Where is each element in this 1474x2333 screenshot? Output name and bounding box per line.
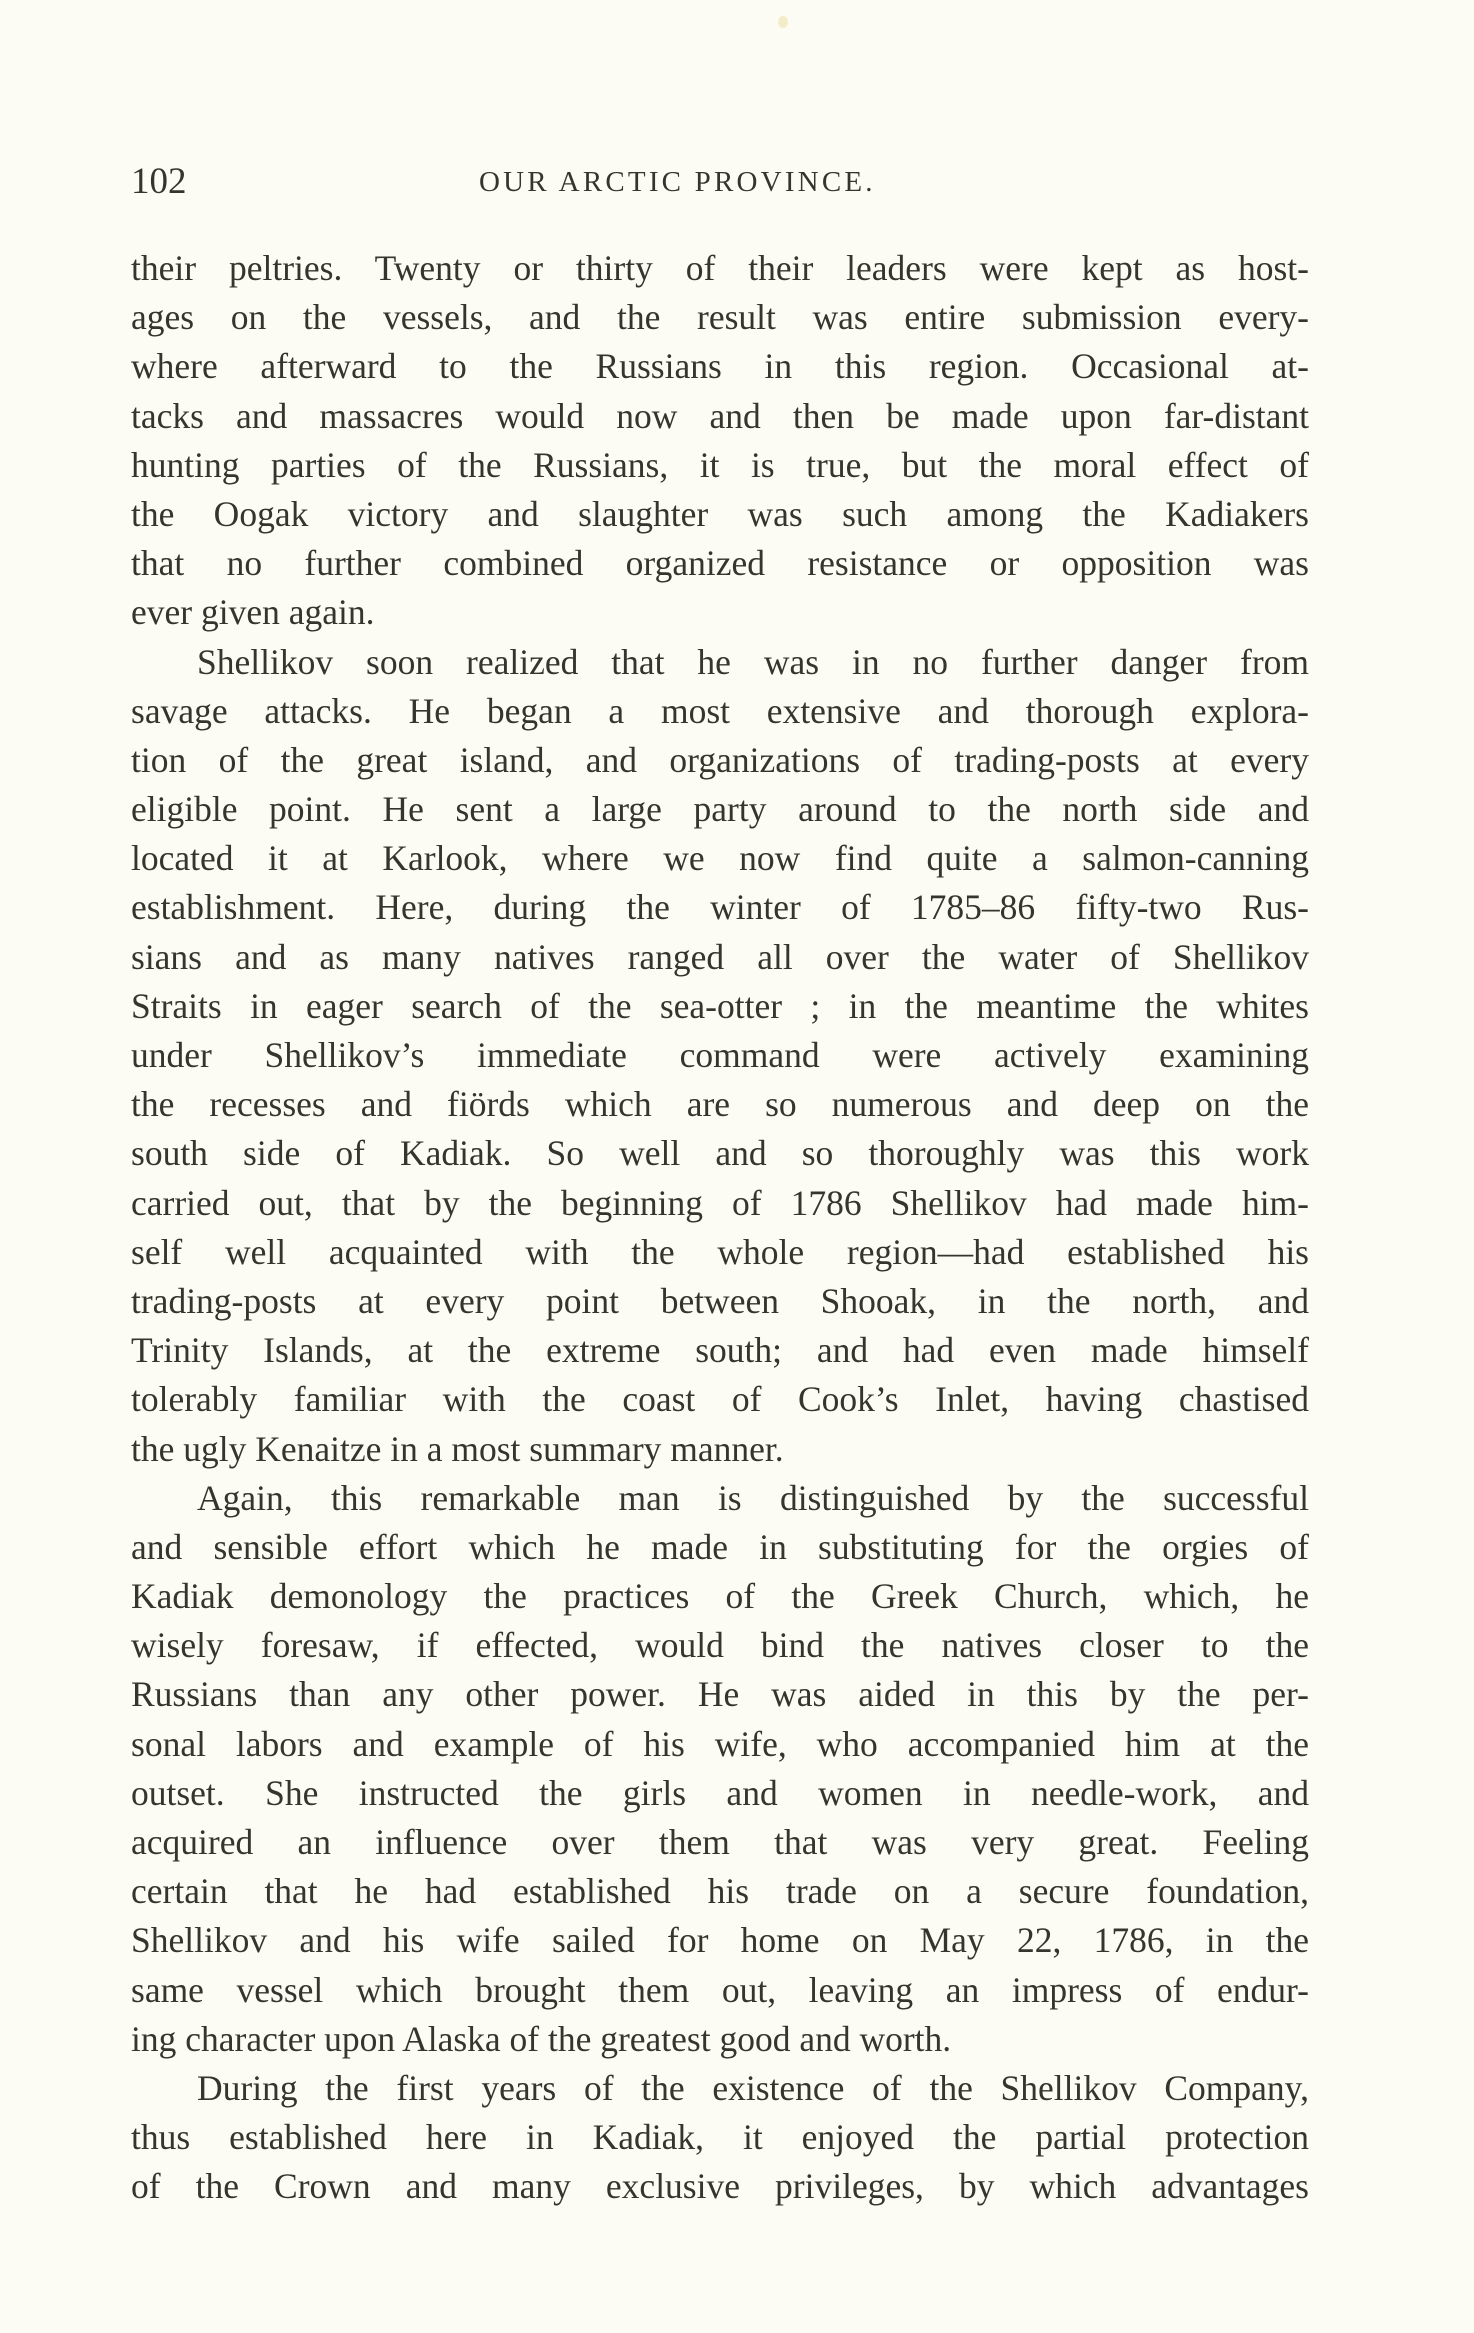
- text-line: tacks and massacres would now and then be made upon far-distant: [131, 395, 1309, 436]
- text-line: the recesses and fiörds which are so numerous and deep on the: [131, 1084, 1309, 1125]
- paragraph: [131, 2064, 1309, 2212]
- text-line: Trinity Islands, at the extreme south; and had even made himself: [131, 1330, 1309, 1371]
- text-line: sonal labors and example of his wife, who accompanied him at the: [131, 1723, 1309, 1764]
- text-line: under Shellikov’s immediate command were actively examining: [131, 1035, 1309, 1075]
- text-line: hunting parties of the Russians, it is true, but the moral effect of: [131, 444, 1309, 485]
- text-line: tolerably familiar with the coast of Cook’s Inlet, having chastised: [131, 1379, 1309, 1420]
- text-line: acquired an influence over them that was very great. Feeling: [131, 1822, 1309, 1862]
- text-line: Straits in eager search of the sea-otter ; in the meantime the whites: [131, 985, 1309, 1026]
- text-line: the Oogak victory and slaughter was such among the Kadiakers: [131, 493, 1309, 534]
- body-text: [131, 244, 1309, 2212]
- page-number: 102: [131, 161, 187, 202]
- text-line: ages on the vessels, and the result was entire submission every-: [131, 297, 1309, 338]
- text-line: carried out, that by the beginning of 1786 Shellikov had made him-: [131, 1182, 1309, 1223]
- text-line: Shellikov and his wife sailed for home on May 22, 1786, in the: [131, 1920, 1309, 1961]
- text-line: Kadiak demonology the practices of the Greek Church, which, he: [131, 1576, 1309, 1617]
- text-line: wisely foresaw, if effected, would bind the natives closer to the: [131, 1625, 1309, 1666]
- text-line: same vessel which brought them out, leaving an impress of endur-: [131, 1969, 1309, 2010]
- text-line: of the Crown and many exclusive privileges, by which advantages: [131, 2166, 1309, 2207]
- text-line: their peltries. Twenty or thirty of their leaders were kept as host-: [131, 248, 1309, 288]
- text-line: ever given again.: [131, 592, 375, 633]
- text-line: trading-posts at every point between Shooak, in the north, and: [131, 1280, 1309, 1321]
- text-line: Again, this remarkable man is distinguished by the successful: [197, 1477, 1309, 1518]
- scan-speck: [778, 16, 788, 28]
- text-line: Russians than any other power. He was aided in this by the per-: [131, 1674, 1309, 1715]
- paragraph: [131, 638, 1309, 1474]
- text-line: savage attacks. He began a most extensive and thorough explora-: [131, 690, 1309, 731]
- running-title: OUR ARCTIC PROVINCE.: [479, 166, 876, 198]
- text-line: that no further combined organized resistance or opposition was: [131, 543, 1309, 584]
- text-line: self well acquainted with the whole region—had established his: [131, 1231, 1309, 1272]
- text-line: outset. She instructed the girls and women in needle-work, and: [131, 1772, 1309, 1813]
- text-line: During the first years of the existence of the Shellikov Company,: [197, 2067, 1309, 2108]
- text-line: south side of Kadiak. So well and so thoroughly was this work: [131, 1133, 1309, 1174]
- paragraph: [131, 1474, 1309, 2064]
- text-line: located it at Karlook, where we now find quite a salmon-canning: [131, 838, 1309, 879]
- text-line: thus established here in Kadiak, it enjoyed the partial protection: [131, 2117, 1309, 2158]
- text-line: and sensible effort which he made in substituting for the orgies of: [131, 1526, 1309, 1567]
- text-line: certain that he had established his trade on a secure foundation,: [131, 1871, 1309, 1912]
- text-line: the ugly Kenaitze in a most summary manner.: [131, 1428, 784, 1469]
- text-line: tion of the great island, and organizations of trading-posts at every: [131, 739, 1309, 780]
- text-line: where afterward to the Russians in this region. Occasional at-: [131, 346, 1309, 387]
- text-line: sians and as many natives ranged all over the water of Shellikov: [131, 936, 1309, 977]
- text-line: eligible point. He sent a large party around to the north side and: [131, 789, 1309, 830]
- text-line: establishment. Here, during the winter of 1785–86 fifty-two Rus-: [131, 887, 1309, 928]
- text-line: Shellikov soon realized that he was in no further danger from: [197, 641, 1309, 682]
- text-line: ing character upon Alaska of the greatest good and worth.: [131, 2018, 952, 2059]
- paragraph: [131, 244, 1309, 638]
